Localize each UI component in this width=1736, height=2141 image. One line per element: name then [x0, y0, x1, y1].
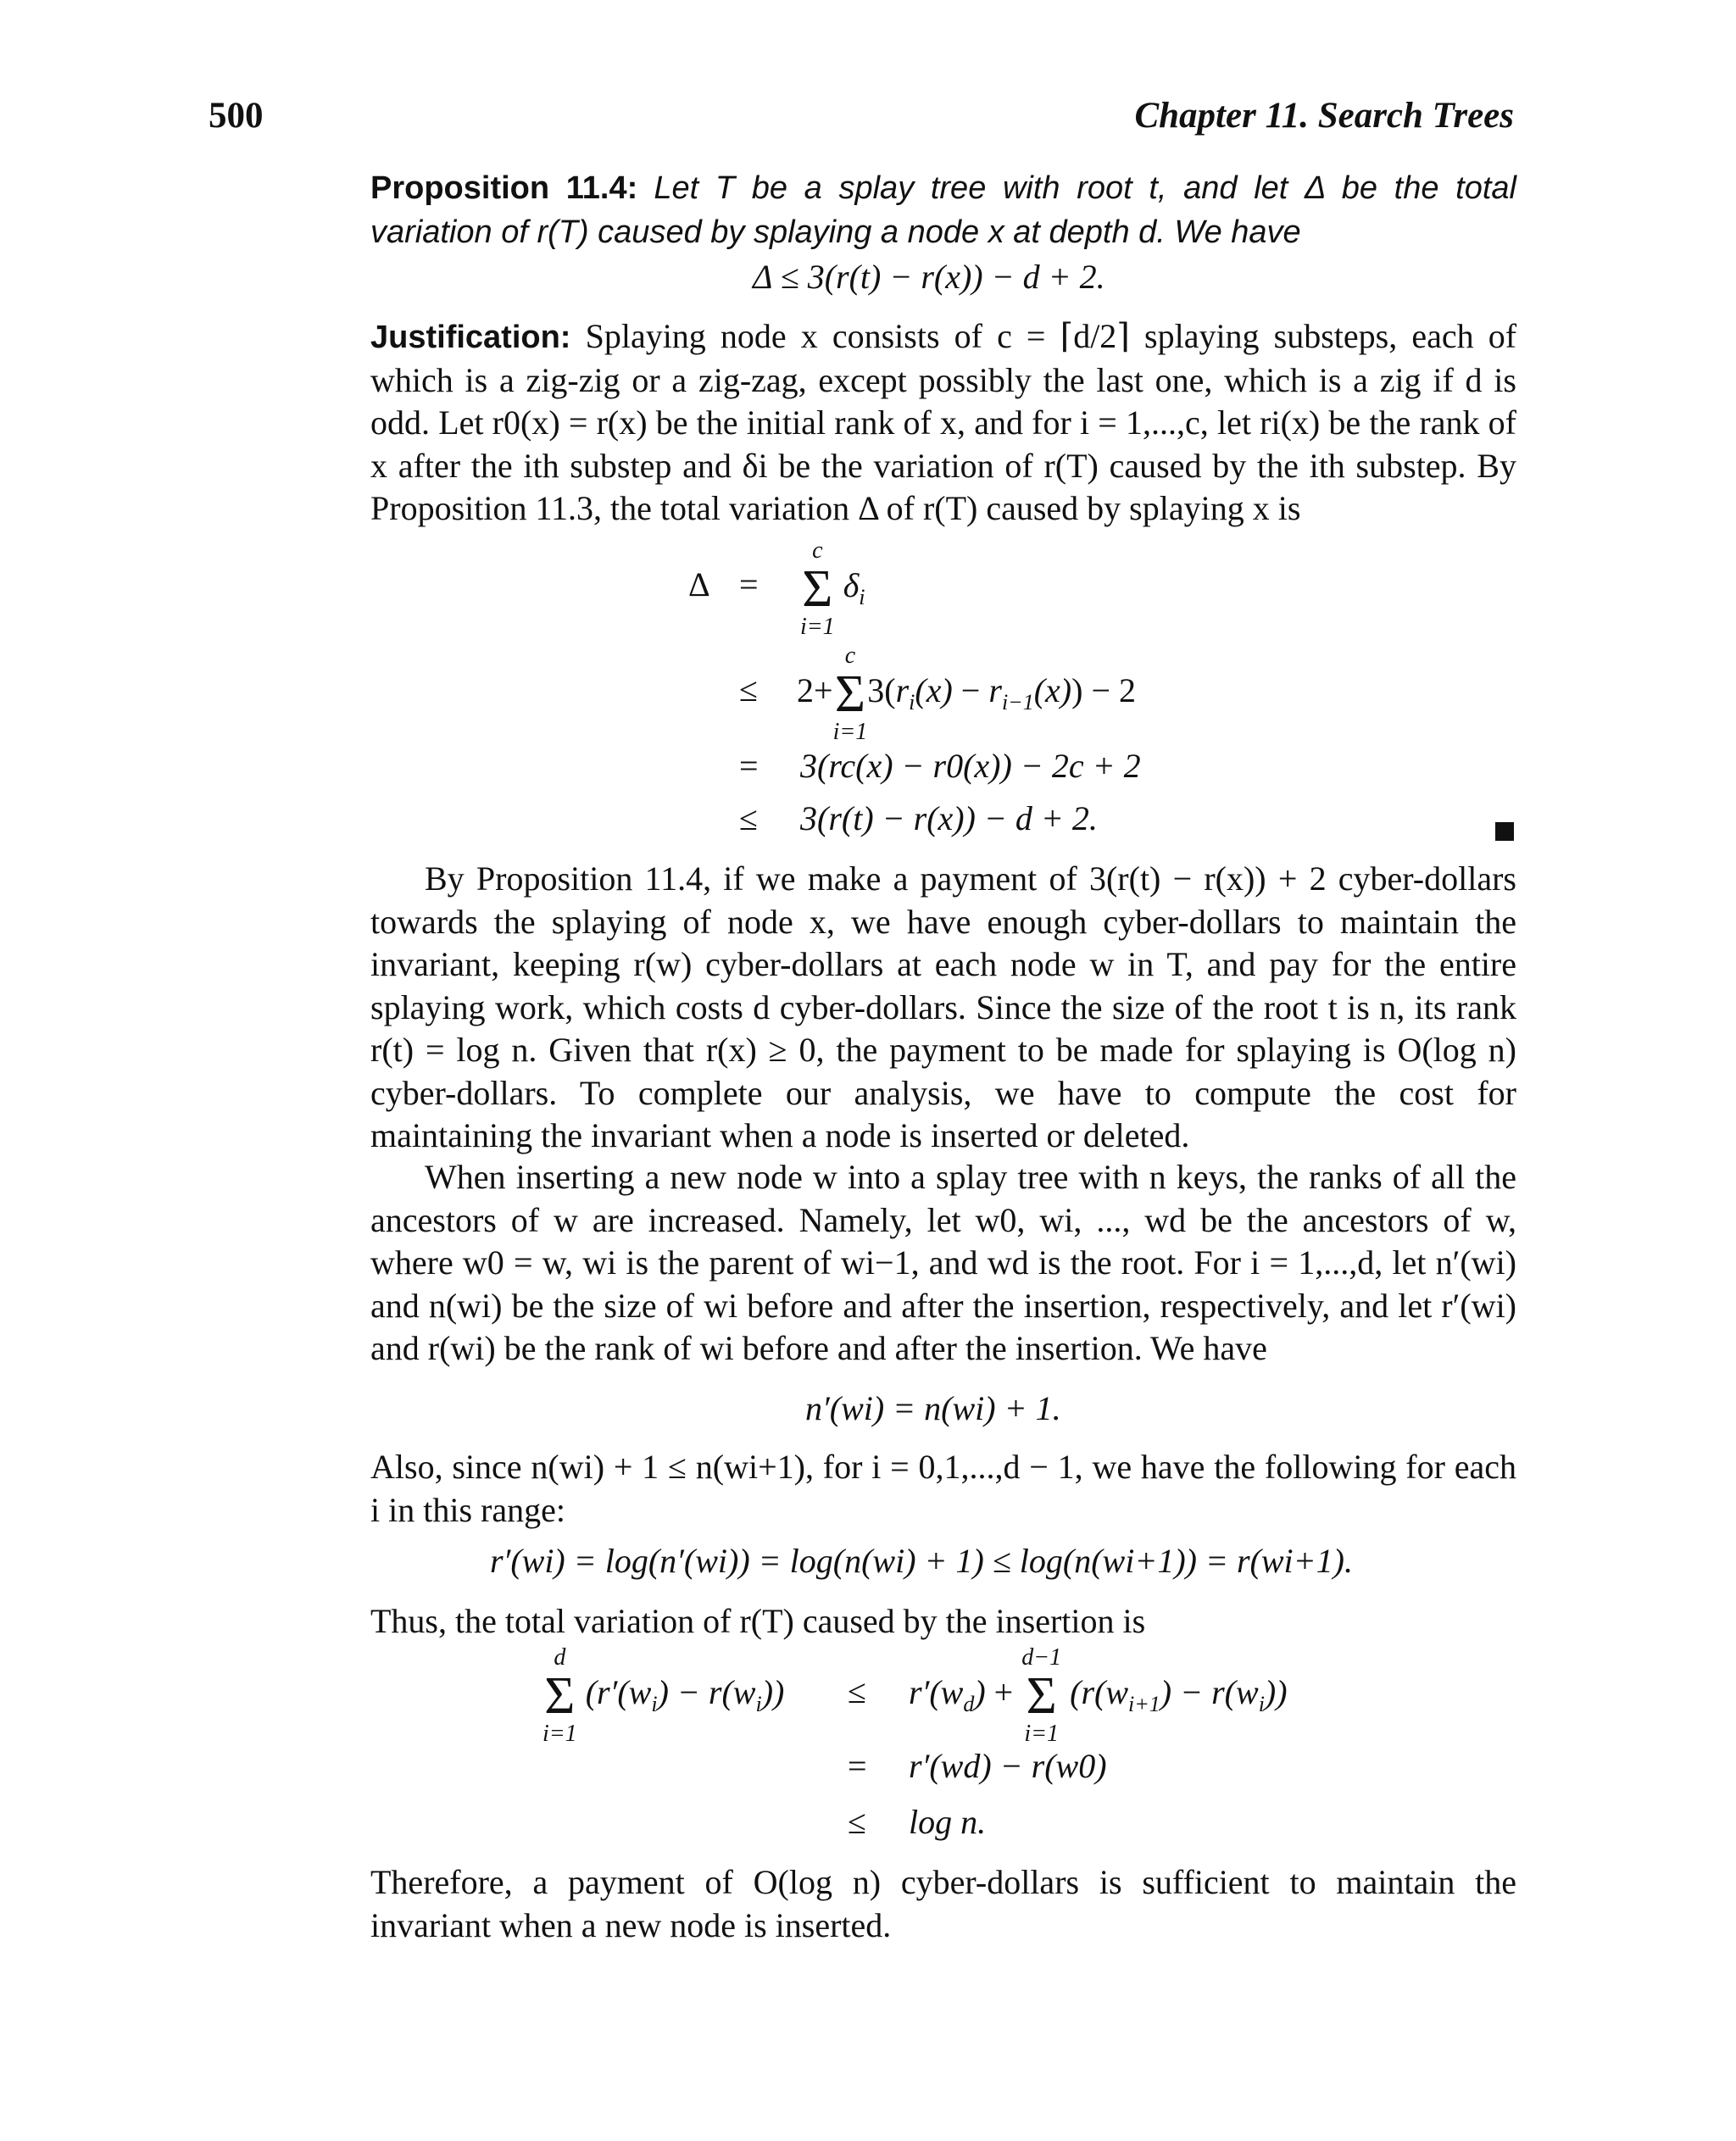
- deriv1-lhs-0: Δ: [688, 565, 710, 603]
- paragraph-2: When inserting a new node w into a splay tree with n keys, the ranks of all the ancestors of w are increased. Namely, let w0, wi, ..., wd be the ancestors of w, where w0 = w, wi is the parent of wi−1, and wd is the root. For i = 1,...,d, let n′(wi) and n(wi) be the size of wi before and after the insertion, respectively, and let r′(wi) and r(wi) be the rank of wi before and after the insertion. We have: [370, 1158, 1516, 1367]
- equation-1: n′(wi) = n(wi) + 1.: [805, 1389, 1061, 1427]
- paragraph-5: Therefore, a payment of O(log n) cyber-dollars is sufficient to maintain the invariant when a new node is inserted.: [370, 1863, 1516, 1944]
- deriv1-rel-1: ≤: [739, 670, 758, 709]
- equation-2: r′(wi) = log(n′(wi)) = log(n(wi) + 1) ≤ log(n(wi+1)) = r(wi+1).: [490, 1542, 1353, 1580]
- proposition-statement: Let T be a splay tree with root t, and let Δ be the total variation of r(T) caused by splaying a node x at depth d. We have: [370, 170, 1516, 250]
- deriv2-rel-1: =: [848, 1747, 867, 1785]
- deriv1-rel-0: =: [739, 565, 759, 603]
- paragraph-1: By Proposition 11.4, if we make a payment of 3(r(t) − r(x)) + 2 cyber-dollars towards the splaying of node x, we have enough cyber-dollars to maintain the invariant, keeping r(w) cyber-dollars at each node w in T, and pay for the entire splaying work, which costs d cyber-dollars. Since the size of the root t is n, its rank r(t) = log n. Given that r(x) ≥ 0, the payment to be made for splaying is O(log n) cyber-dollars. To complete our analysis, we have to compute the cost for maintaining the invariant when a node is inserted or deleted.: [370, 859, 1516, 1154]
- deriv1-rel-2: =: [739, 747, 759, 785]
- sum-symbol-3: d Σ i=1: [542, 1644, 577, 1747]
- page-number: 500: [209, 96, 264, 136]
- deriv1-rel-3: ≤: [739, 799, 758, 837]
- justification-text: Splaying node x consists of c = ⌈d/2⌉ splaying substeps, each of which is a zig-zig or a zig-zag, except possibly the last one, which is a zig if d is odd. Let r0(x) = r(x) be the initial rank of x, and for i = 1,...,c, let ri(x) be the rank of x after the ith substep and δi be the variation of r(T) caused by the ith substep. By Proposition 11.3, the total variation Δ of r(T) caused by splaying x is: [370, 317, 1517, 527]
- deriv2-rhs-0: $r'(w_d)$ + d−1 Σ i=1 $(r(w_{i+1}) - r(w_i))$: [909, 1644, 1288, 1747]
- paragraph-4: Thus, the total variation of r(T) caused by the insertion is: [370, 1602, 1146, 1640]
- sum-symbol-2: c Σ i=1: [832, 642, 868, 745]
- deriv1-rhs-0: c Σ i=1 $\delta_i$: [800, 537, 865, 640]
- chapter-title: Chapter 11. Search Trees: [1134, 96, 1514, 136]
- deriv2-rel-0: ≤: [848, 1672, 866, 1710]
- deriv1-rhs-3: 3(r(t) − r(x)) − d + 2.: [800, 799, 1098, 837]
- sum-symbol-1: c Σ i=1: [800, 537, 835, 640]
- paragraph-3: Also, since n(wi) + 1 ≤ n(wi+1), for i = 0,1,...,d − 1, we have the following for each i in this range:: [370, 1448, 1516, 1529]
- deriv1-rhs-2: 3(rc(x) − r0(x)) − 2c + 2: [800, 747, 1141, 785]
- deriv2-lhs-0: d Σ i=1 $(r'(w_i) - r(w_i))$: [542, 1644, 785, 1747]
- qed-symbol: [1495, 822, 1514, 841]
- proposition-formula: Δ ≤ 3(r(t) − r(x)) − d + 2.: [753, 258, 1105, 296]
- justification-label: Justification:: [370, 320, 571, 355]
- proposition-label: Proposition 11.4:: [370, 170, 638, 206]
- deriv2-rhs-1: r′(wd) − r(w0): [909, 1747, 1107, 1785]
- proposition: [370, 166, 1516, 253]
- deriv1-rhs-1: 2+ c Σ i=1 $3(r_i(x) - r_{i-1}(x)) - 2$: [797, 642, 1137, 745]
- deriv2-rel-2: ≤: [848, 1803, 866, 1841]
- sum-symbol-4: d−1 Σ i=1: [1021, 1644, 1062, 1747]
- deriv2-rhs-2: log n.: [909, 1803, 987, 1841]
- justification: [370, 315, 1516, 531]
